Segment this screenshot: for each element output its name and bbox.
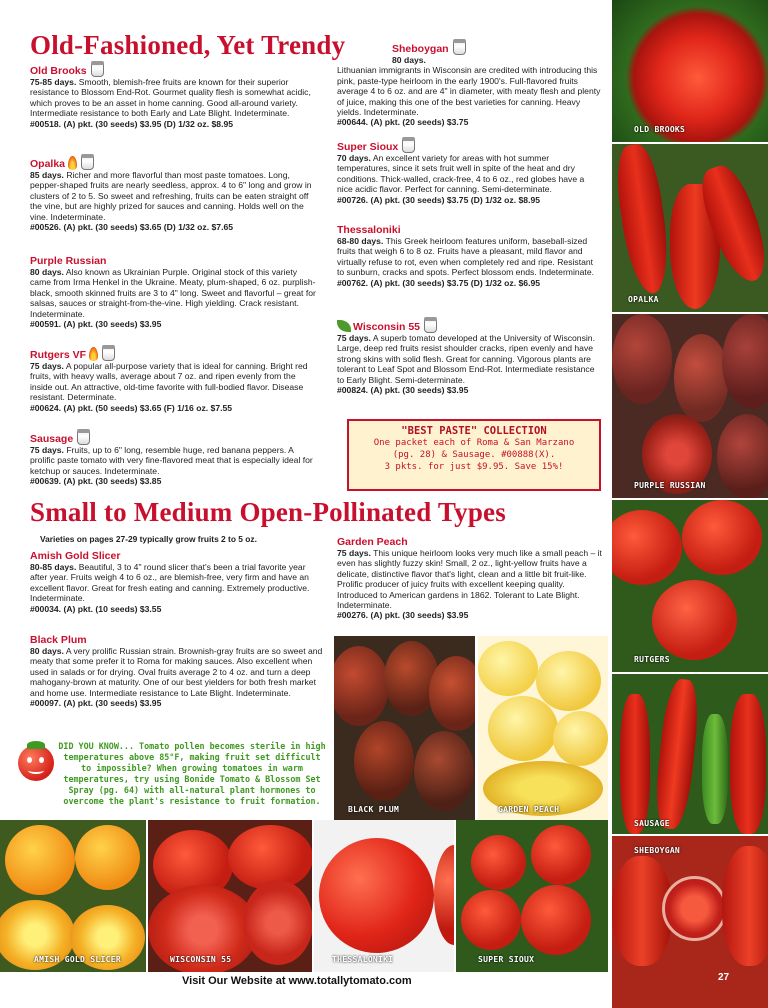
best-paste-collection-promo [347, 419, 601, 491]
variety-description: Richer and more flavorful than most paste tomatoes. Long, pepper-shaped fruits are nearly seedless, approx. 4 to 6" long and grow in clusters of 2 to 5. So sweet and refreshing, fruits can be eaten straight off the vine, but are highly prized for sauces and canning. Holds well on the vine. Indeterminate. [30, 170, 312, 222]
order-info: #00097. (A) pkt. (30 seeds) $3.95 [30, 698, 162, 709]
variety-name: Black Plum [30, 634, 87, 646]
variety-name: Sausage [30, 433, 74, 445]
website-footer[interactable]: Visit Our Website at www.totallytomato.com [182, 975, 412, 987]
photo-opalka [612, 144, 768, 312]
list-item-sheboygan [337, 40, 602, 128]
order-info: #00824. (A) pkt. (30 seeds) $3.95 [337, 385, 469, 396]
order-info: #00726. (A) pkt. (30 seeds) $3.75 (D) 1/32 oz. $8.95 [337, 194, 541, 205]
photo-caption: SUPER SIOUX [478, 955, 535, 964]
photo-thessaloniki [314, 820, 454, 972]
list-item-garden-peach [337, 536, 602, 621]
canning-jar-icon [77, 430, 90, 445]
days-to-maturity: 75 days. [337, 333, 371, 343]
photo-caption: OPALKA [628, 295, 659, 304]
photo-caption: AMISH GOLD SLICER [34, 955, 121, 964]
order-info: #00518. (A) pkt. (30 seeds) $3.95 (D) 1/32 oz. $8.95 [30, 118, 234, 129]
photo-purple-russian [612, 314, 768, 498]
list-item-purple-russian [30, 255, 320, 329]
order-info: #00591. (A) pkt. (30 seeds) $3.95 [30, 319, 162, 330]
section-title-small-medium: Small to Medium Open-Pollinated Types [30, 497, 506, 527]
photo-caption: PURPLE RUSSIAN [634, 481, 706, 490]
list-item-amish-gold-slicer [30, 550, 325, 614]
variety-name: Purple Russian [30, 255, 107, 267]
canning-jar-icon [91, 62, 104, 77]
list-item-black-plum [30, 634, 330, 708]
days-to-maturity: 68-80 days. [337, 236, 384, 246]
variety-description: Also known as Ukrainian Purple. Original stock of this variety came from Irma Henkel in the Ukraine. Meaty, plum-shaped, 6 oz. purplish-black, smooth skinned fruits are 3 to 4" long. Sweet and flavorful – great for salsas, sauces or straight-from-the-vine. High yielding. Crack resistant. Indeterminate. [30, 267, 316, 319]
canning-jar-icon [424, 318, 437, 333]
canning-jar-icon [102, 346, 115, 361]
flame-icon [89, 347, 98, 361]
order-info: #00034. (A) pkt. (10 seeds) $3.55 [30, 603, 162, 614]
section-subtitle: Varieties on pages 27-29 typically grow fruits 2 to 5 oz. [40, 534, 257, 544]
list-item-thessaloniki [337, 224, 602, 288]
list-item-rutgers-vf [30, 346, 320, 413]
list-item-wisconsin-55 [337, 318, 602, 395]
photo-rutgers [612, 500, 768, 672]
variety-name: Garden Peach [337, 536, 408, 548]
canning-jar-icon [81, 155, 94, 170]
photo-caption: OLD BROOKS [634, 125, 686, 134]
tomato-mascot-icon [18, 745, 54, 781]
promo-line: One packet each of Roma & San Marzano [373, 438, 575, 448]
photo-old-brooks [612, 0, 768, 142]
order-info: #00526. (A) pkt. (30 seeds) $3.65 (D) 1/32 oz. $7.65 [30, 222, 234, 233]
canning-jar-icon [402, 138, 415, 153]
variety-name: Wisconsin 55 [353, 321, 421, 333]
order-info: #00639. (A) pkt. (30 seeds) $3.85 [30, 476, 162, 487]
days-to-maturity: 80-85 days. [30, 562, 77, 572]
photo-caption: SHEBOYGAN [634, 846, 681, 855]
photo-sausage [612, 674, 768, 834]
order-info: #00762. (A) pkt. (30 seeds) $3.75 (D) 1/32 oz. $6.95 [337, 277, 541, 288]
days-to-maturity: 75-85 days. [30, 77, 77, 87]
list-item-opalka [30, 155, 320, 232]
page-number: 27 [718, 972, 730, 983]
order-info: #00624. (A) pkt. (50 seeds) $3.65 (F) 1/16 oz. $7.55 [30, 402, 233, 413]
variety-description: A superb tomato developed at the University of Wisconsin. Large, deep red fruits resist shoulder cracks, ripen evenly and have strong skins with solid flesh. Great for canning. Vigorous plants are tolerant to Leaf Spot and Blossom End-Rot. Intermediate resistance to Early Blight. Semi-determinate. [337, 333, 595, 385]
variety-description: Smooth, blemish-free fruits are known for their superior resistance to Blossom End-Rot. Gourmet quality flesh is somewhat acidic, which proves to be an asset in home canning. Good all-around variety. Intermediate resistance to both Early and Late Blight. Indeterminate. [30, 77, 311, 119]
days-to-maturity: 80 days. [30, 646, 64, 656]
days-to-maturity: 85 days. [30, 170, 64, 180]
section-title-old-fashioned: Old-Fashioned, Yet Trendy [30, 30, 346, 60]
photo-caption: THESSALONIKI [332, 955, 394, 964]
list-item-sausage [30, 430, 320, 487]
days-to-maturity: 80 days. [30, 267, 64, 277]
variety-description: This unique heirloom looks very much like a small peach – it even has slightly fuzzy skin! Small, 2 oz., light-yellow fruits have a delicate, distinctive flavor that's light, clean and a little bit fruit-like. Prolific producer of juicy fruits with excellent keeping quality. Introduced to American gardens in 1862. Tolerant to Late Blight. Indeterminate. [337, 548, 602, 611]
leaf-icon [337, 320, 351, 332]
promo-title: "BEST PASTE" COLLECTION [401, 425, 547, 437]
variety-name: Old Brooks [30, 65, 87, 77]
photo-wisconsin-55 [148, 820, 312, 972]
order-info: #00644. (A) pkt. (20 seeds) $3.75 [337, 117, 469, 128]
variety-description: A very prolific Russian strain. Brownish-gray fruits are so sweet and meaty that some prefer it to Roma for making sauces. Also excellent when used in salads or for drying. Oval fruits average 2 to 4 oz. and turn a deep mahogany-brown at maturity. One of our best yielders for both fresh market and home use. Intermediate resistance to Late Blight. Indeterminate. [30, 646, 323, 698]
photo-caption: RUTGERS [634, 655, 670, 664]
variety-name: Rutgers VF [30, 349, 87, 361]
flame-icon [68, 156, 77, 170]
variety-description: Beautiful, 3 to 4" round slicer that's been a trial favorite year after year. Fruits weigh 4 to 6 oz., are blemish-free, very firm and have an excellent flavor. Great for fresh eating and canning. Extremely productive. Indeterminate. [30, 562, 310, 604]
photo-caption: BLACK PLUM [348, 805, 400, 814]
photo-super-sioux [456, 820, 608, 972]
promo-line: (pg. 28) & Sausage. #00888(X). [392, 450, 556, 460]
variety-description: This Greek heirloom features uniform, baseball-sized fruits that weigh 6 to 8 oz. Fruits have a pleasant, mild flavor and virtually refuse to rot, even when completely red and ripe. Resistant to sunburn, cracks and spots. Perfect blossom ends. Indeterminate. [337, 236, 594, 278]
days-to-maturity: 80 days. [392, 55, 426, 65]
list-item-old-brooks [30, 62, 320, 129]
photo-black-plum [334, 636, 475, 820]
days-to-maturity: 70 days. [337, 153, 371, 163]
variety-description: An excellent variety for areas with hot summer temperatures, since it sets fruit well in spite of the heat and dry conditions. Thick-walled, crack-free, 4 to 6 oz., red globes have a nice acidic flavor. Perfect for canning. Semi-determinate. [337, 153, 585, 195]
did-you-know-tip: DID YOU KNOW... Tomato pollen becomes sterile in high temperatures above 85°F, making fruit set difficult to impossible? When growing tomatoes in warm temperatures, try using Bonide Tomato & Blossom Set Spray (pg. 64) with all-natural plant hormones to overcome the plant's resistance to fruit formation. [58, 741, 326, 806]
variety-name: Sheboygan [392, 43, 449, 55]
days-to-maturity: 75 days. [337, 548, 371, 558]
canning-jar-icon [453, 40, 466, 55]
photo-amish-gold-slicer [0, 820, 146, 972]
promo-line: 3 pkts. for just $9.95. Save 15%! [384, 462, 564, 472]
order-info: #00276. (A) pkt. (30 seeds) $3.95 [337, 610, 469, 621]
photo-sheboygan [612, 836, 768, 1008]
variety-description: Fruits, up to 6" long, resemble huge, red banana peppers. A prolific paste tomato with very fine-flavored meat that is especially ideal for ketchup or sauces. Indeterminate. [30, 445, 313, 476]
photo-caption: WISCONSIN 55 [170, 955, 232, 964]
photo-caption: SAUSAGE [634, 819, 670, 828]
photo-caption: GARDEN PEACH [498, 805, 560, 814]
variety-name: Super Sioux [337, 141, 399, 153]
variety-description: A popular all-purpose variety that is ideal for canning. Bright red fruits, with heavy walls, average about 7 oz. and ripen evenly from the inside out. An attractive, old-time favorite with full-bodied flavor. Disease resistant. Determinate. [30, 361, 308, 403]
variety-name: Opalka [30, 158, 66, 170]
list-item-super-sioux [337, 138, 602, 205]
photo-garden-peach [478, 636, 608, 820]
variety-description: Lithuanian immigrants in Wisconsin are credited with introducing this pink, paste-type heirloom in the early 1900's. Full-flavored fruits average 4 to 6 oz. and are 4" in diameter, with meaty flesh and plenty of juice, making this one of the best varieties for canning. Heavy yields. Indeterminate. [337, 65, 601, 118]
variety-name: Amish Gold Slicer [30, 550, 121, 562]
variety-name: Thessaloniki [337, 224, 401, 236]
days-to-maturity: 75 days. [30, 445, 64, 455]
days-to-maturity: 75 days. [30, 361, 64, 371]
